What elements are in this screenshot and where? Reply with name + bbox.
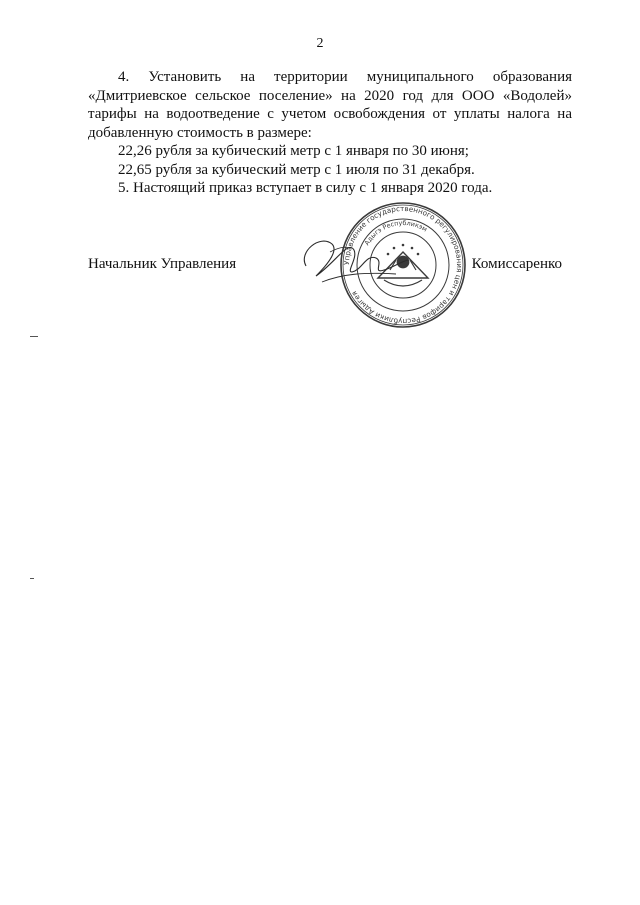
- page-number: 2: [316, 36, 324, 51]
- margin-scan-mark: [30, 578, 34, 579]
- paragraph-4-line-1: 4. Установить на территории муниципального образования: [118, 69, 572, 85]
- margin-scan-mark: [30, 336, 38, 337]
- paragraph-4-line-4: добавленную стоимость в размере:: [88, 124, 312, 141]
- tariff-first-half: 22,26 рубля за кубический метр с 1 января по 30 июня;: [118, 143, 469, 159]
- paragraph-4-line-2: «Дмитриевское сельское поселение» на 2020 год для ООО «Водолей»: [88, 87, 572, 104]
- paragraph-5: 5. Настоящий приказ вступает в силу с 1 января 2020 года.: [118, 180, 493, 196]
- seal-inner-text: Адыгэ Республикэм: [362, 218, 429, 247]
- tariff-second-half: 22,65 рубля за кубический метр с 1 июля по 31 декабря.: [118, 161, 475, 178]
- signatory-position: Начальник Управления: [88, 256, 237, 272]
- signature-block: [88, 256, 572, 280]
- signatory-name: Комиссаренко: [471, 256, 562, 272]
- seal-outer-text: Управление государственного регулирования цен и тарифов Республики Адыгея: [341, 203, 465, 327]
- document-body: [88, 68, 572, 198]
- paragraph-4-line-3: тарифы на водоотведение с учетом освобождения от уплаты налога на: [88, 106, 572, 122]
